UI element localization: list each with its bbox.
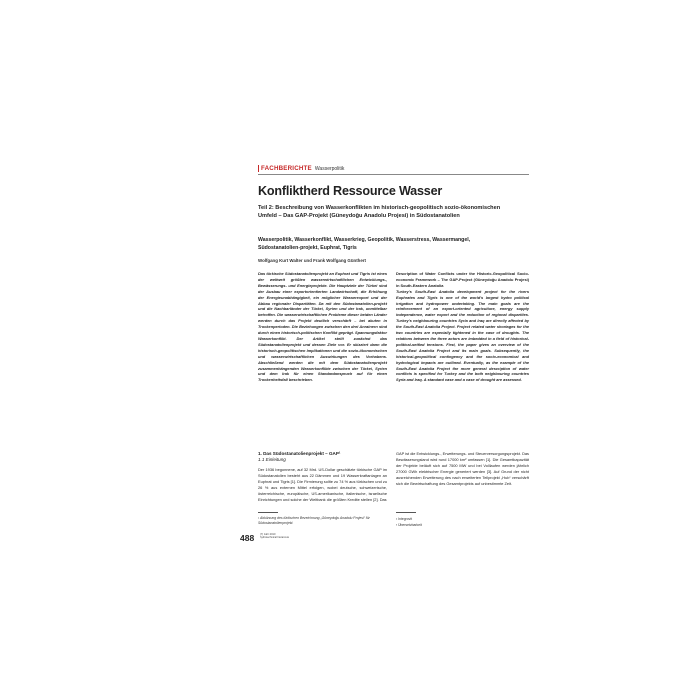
abstract-english <box>396 271 529 383</box>
journal-info <box>260 533 289 540</box>
header-rule <box>258 174 529 175</box>
footnote-rule <box>396 512 416 513</box>
journal-info-line: (7) Jahr 2010 <box>260 533 276 536</box>
footnote: ³ Übersetzbarkeit <box>396 523 422 527</box>
footnotes-right <box>396 516 529 528</box>
footnote-rule <box>258 512 278 513</box>
section-label: FACHBERICHTE <box>261 165 312 173</box>
abstract-english-text: Turkey's South-East Anatolia development project for the rivers Euphrates and Tigris is one of the world's largest hydro political irrigation and hydropower undertaking. The main goals are the reinforcement of an export-oriented agriculture, energy supply independence, water export and the reduction of regional disparities. Turkey's neighbouring countries Syria and Iraq are directly affected by the South-East Anatolia Project. Project related water shortages for the two countries are especially tightened in the case of droughts. The relations between the three actors are imbedded in a field of historical-political-settled tensions. First, the paper gives an overview of the South-East Anatolia Project and its main goals. Subsequently, the historical-geopolitical contingency and the socio-economical and hydrological impacts are outlined. Eventually, as the example of the South-East Anatolia Project the more general description of water conflicts is specified for Turkey and the both neighbouring countries Syria and Iraq. A standard case and a case of drought are assessed. <box>396 288 529 383</box>
page-number: 488 <box>240 533 255 543</box>
section-marker <box>258 165 259 172</box>
body-text-left: Der 1936 begonnene, auf 32 Mrd. US-Dollar geschätzte türkische GAP im Südostanatolien besteht aus 22 Dämmen und 19 Wasserkraftanlagen an Euphrat und Tigris [1]. Die Firmierung sollte zu 74 % aus türkischen und zu 26 % aus externen Mittel erfolgen, wobei deutsche, schweizerische, österreichische, europäische, US-amerikanische, italienische, israelische Einrichtungen und solche der Weltbank die größten Kredite stellen [2]. Das <box>258 467 387 502</box>
abstract-english-heading: Description of Water Conflicts under the Historic-Geopolitical Socio-economic Framework – The GAP-Project (Güneydoğu Anadolu Projesi) in South-Eastern Anatolia <box>396 271 529 288</box>
authors: Wolfgang Kurt Walter und Frank Wolfgang Günthert <box>258 258 366 263</box>
abstract-german: Das türkische Südostanatolienprojekt an Euphrat und Tigris ist eines der weltweit größten wasserwirtschaftlichen Entwicklungs-, Bewässerungs- und Energieprojekte. Die Hauptziele der Türkei sind der Ausbau einer exportorientierten Landwirtschaft, die Erhöhung der Energieunabhängigkeit, ein möglicher Wasserexport und der Abbau regionaler Disparitäten. Da mit den Südostanatolien-projekt und die Nachbarländer der Türkei, Syrien und der Irak, unmittelbar betroffen. Die wasserwirtschaftlichen Probleme dieser beiden Länder werden durch das Projekt deutlich verschärft – bei akuten in Trockenperioden. Die Beziehungen zwischen den drei Anrainern sind durch einen historisch-politischen Konflikt geprägt. Spannungsfaktor Wasserkonflikt. Der Artikel stellt zunächst das Südostanatolienprojekt und dessen Ziele vor. Er skizziert dann die historisch-geopolitischen Implikationen und die sozio-ökonomischen und wasserwirtschaftlichen Auswirkungen des Vorhabens. Abschließend werden die mit dem Südostanatolienprojekt zusammenhängenden Wasserkonflikte zwischen der Türkei, Syrien und dem Irak für einen Standardanspruch auf für einen Trockenheitsfall beschrieben. <box>258 271 387 383</box>
article-title: Konfliktherd Ressource Wasser <box>258 184 443 198</box>
section-title: 1. Das Südostanatolienprojekt – GAP¹ <box>258 451 341 456</box>
subsection-title: 1.1 Einleitung <box>258 457 286 462</box>
subsection-label: Wasserpolitik <box>314 166 345 173</box>
section-header <box>258 165 344 172</box>
footnote: ² Integrovit <box>396 517 413 521</box>
footnote-left: ¹ Abkürzung des türkischen Bezeichnung „Güneydoğu Anadolu Projesi“ für Südostanatolienprojekt. <box>258 516 370 525</box>
article-subtitle: Teil 2: Beschreibung von Wasserkonflikten im historisch-geopolitisch sozio-ökonomischen Umfeld – Das GAP-Projekt (Güneydoğu Anadolu Projesi) in Südostanatolien <box>258 205 501 219</box>
journal-info-line: hydrotechnical hierarcure <box>260 536 290 540</box>
keywords: Wasserpolitik, Wasserkonflikt, Wasserkrieg, Geopolitik, Wasserstress, Wassermangel, Südostanatolien-projekt, Euphrat, Tigris <box>258 237 471 251</box>
body-text-right: GAP ist die Entwicklungs-, Erweiterungs- und Steuerversorgungsprojekt. Das Bewässerungsland wird rund 17000 km² umfassen [1]. Die Gesamtkapazität der Projekte beläuft sich auf 7500 MW und bei Volllaufen werden jährlich 27000 GWh elektrischer Energie generiert werden [3]. Auf Grund der nicht ausreichenden Erweiterung des nach erweiterten Teilprojekt „Hub“ verschärft sich die Bewirtschaftung des Gesamtprojekts auf unbestimmte Zeit. <box>396 451 529 486</box>
section-heading <box>258 451 387 463</box>
